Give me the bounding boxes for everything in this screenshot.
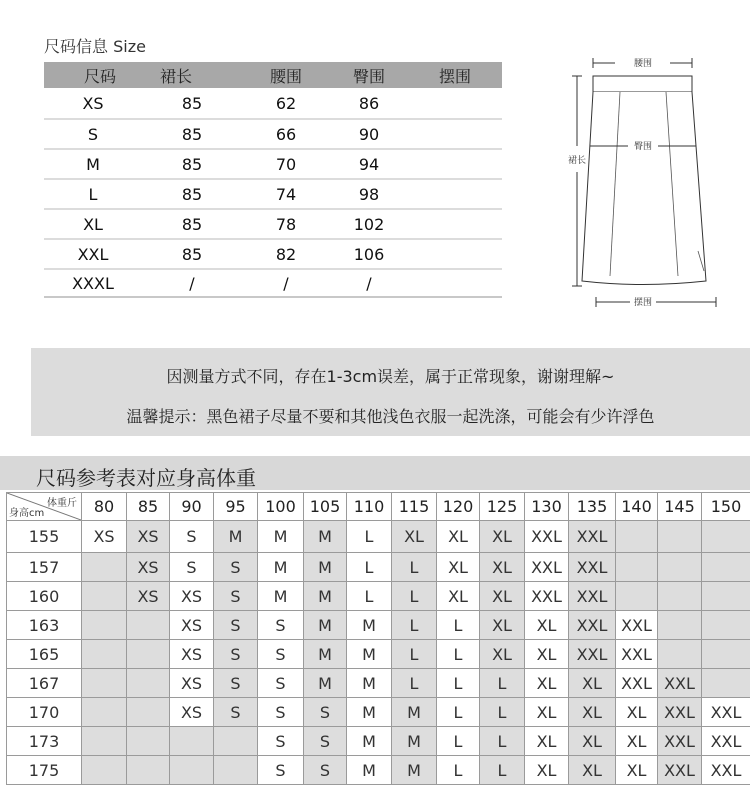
size-cell: XL [437, 521, 480, 553]
size-cell: M [392, 756, 437, 785]
hip-label: 臀围 [633, 142, 653, 152]
size-cell: L [392, 611, 437, 640]
size-cell: M [347, 640, 392, 669]
size-cell: M [392, 698, 437, 727]
size-cell: XL [480, 521, 525, 553]
header-size: 尺码 [84, 66, 117, 86]
header-length: 裙长 [160, 66, 193, 86]
weight-header: 150 [702, 493, 750, 521]
size-cell [82, 756, 127, 785]
reference-row [7, 553, 750, 582]
header-hip: 臀围 [352, 66, 385, 86]
skirt-outline-icon [560, 46, 740, 326]
size-cell: XL [437, 582, 480, 611]
size-cell: L [437, 727, 480, 756]
size-cell: M [258, 521, 304, 553]
size-cell: S [170, 553, 214, 582]
size-cell: L [347, 553, 392, 582]
size-cell: M [258, 582, 304, 611]
size-cell: XXL [569, 611, 616, 640]
size-cell: XL [525, 756, 569, 785]
size-cell [658, 611, 702, 640]
size-table-row [44, 208, 502, 238]
size-table-cell: 85 [181, 154, 203, 174]
weight-header: 105 [304, 493, 347, 521]
height-cell: 155 [7, 521, 82, 553]
weight-header: 95 [214, 493, 258, 521]
corner-weight-label: 体重斤 [47, 498, 77, 509]
size-cell: XXL [569, 553, 616, 582]
size-cell: XXL [616, 640, 658, 669]
size-table-row [44, 148, 502, 178]
size-cell [702, 582, 750, 611]
size-cell: XXL [569, 521, 616, 553]
size-cell: M [304, 669, 347, 698]
size-table-cell: 86 [358, 93, 380, 113]
size-cell [127, 698, 170, 727]
size-table-cell: 94 [358, 154, 380, 174]
height-cell: 163 [7, 611, 82, 640]
size-cell [82, 582, 127, 611]
size-table [44, 62, 502, 298]
size-table-row [44, 178, 502, 208]
size-cell: S [214, 553, 258, 582]
size-cell: XXL [702, 756, 750, 785]
size-cell: L [480, 698, 525, 727]
size-cell: S [258, 698, 304, 727]
size-cell [170, 727, 214, 756]
weight-header: 85 [127, 493, 170, 521]
height-cell: 170 [7, 698, 82, 727]
weight-header: 120 [437, 493, 480, 521]
size-cell: S [258, 640, 304, 669]
size-table-cell: XXL [77, 244, 109, 264]
reference-row [7, 521, 750, 553]
size-cell: M [304, 611, 347, 640]
size-table-row [44, 238, 502, 268]
weight-header: 100 [258, 493, 304, 521]
height-cell: 165 [7, 640, 82, 669]
size-table-cell: XS [82, 93, 104, 113]
size-cell: M [392, 727, 437, 756]
size-cell [702, 611, 750, 640]
header-waist: 腰围 [269, 66, 302, 86]
size-cell [82, 727, 127, 756]
size-cell: M [347, 611, 392, 640]
size-cell: XS [127, 582, 170, 611]
size-cell: XXL [658, 669, 702, 698]
size-cell: L [480, 727, 525, 756]
size-cell: XS [170, 582, 214, 611]
size-cell: L [392, 553, 437, 582]
weight-header: 145 [658, 493, 702, 521]
size-cell: XXL [616, 611, 658, 640]
size-table-cell: 106 [353, 244, 385, 264]
size-cell: XS [127, 521, 170, 553]
size-cell [702, 553, 750, 582]
size-cell: L [347, 582, 392, 611]
size-cell: XS [82, 521, 127, 553]
weight-header: 90 [170, 493, 214, 521]
size-cell: L [392, 669, 437, 698]
size-cell: S [258, 611, 304, 640]
size-cell: XXL [525, 582, 569, 611]
size-cell: XXL [702, 698, 750, 727]
size-cell: XL [392, 521, 437, 553]
size-cell: L [437, 640, 480, 669]
size-cell: XL [525, 640, 569, 669]
size-cell [702, 669, 750, 698]
size-cell: S [214, 582, 258, 611]
size-cell: S [258, 756, 304, 785]
size-table-header [44, 62, 502, 88]
notice-line-2: 温馨提示：黑色裙子尽量不要和其他浅色衣服一起洗涤，可能会有少许浮色 [126, 407, 655, 426]
size-cell: XXL [569, 582, 616, 611]
size-cell [82, 611, 127, 640]
weight-header: 125 [480, 493, 525, 521]
height-cell: 157 [7, 553, 82, 582]
size-cell: S [258, 727, 304, 756]
size-cell: XXL [658, 756, 702, 785]
notice-line-1: 因测量方式不同，存在1-3cm误差，属于正常现象，谢谢理解~ [166, 367, 615, 386]
size-cell: XL [616, 756, 658, 785]
size-table-cell: 90 [358, 124, 380, 144]
size-cell: L [480, 669, 525, 698]
size-cell [616, 553, 658, 582]
size-cell [214, 727, 258, 756]
size-cell: XL [525, 669, 569, 698]
size-table-cell: 85 [181, 214, 203, 234]
size-cell: S [258, 669, 304, 698]
size-table-cell: 78 [275, 214, 297, 234]
size-cell: XL [480, 582, 525, 611]
size-table-row [44, 118, 502, 148]
size-table-cell: XL [83, 214, 103, 234]
size-table-cell: / [366, 273, 372, 293]
reference-row [7, 669, 750, 698]
weight-header: 80 [82, 493, 127, 521]
size-cell: M [304, 521, 347, 553]
size-cell: XL [525, 698, 569, 727]
size-cell [658, 521, 702, 553]
size-cell: XXL [616, 669, 658, 698]
size-cell: XS [170, 611, 214, 640]
size-cell: M [258, 553, 304, 582]
height-cell: 173 [7, 727, 82, 756]
reference-row [7, 756, 750, 785]
size-cell [82, 669, 127, 698]
corner-cell [7, 493, 82, 521]
size-table-cell: 66 [275, 124, 297, 144]
size-cell: M [214, 521, 258, 553]
size-cell [82, 553, 127, 582]
size-table-cell: 74 [275, 184, 297, 204]
size-cell [658, 553, 702, 582]
size-cell: M [304, 582, 347, 611]
size-cell: XXL [658, 727, 702, 756]
size-table-cell: 82 [275, 244, 297, 264]
size-cell [658, 582, 702, 611]
size-cell: L [437, 611, 480, 640]
size-table-cell: 85 [181, 244, 203, 264]
waist-label: 腰围 [633, 59, 653, 69]
size-cell: XS [170, 640, 214, 669]
size-cell [127, 640, 170, 669]
size-cell: M [347, 756, 392, 785]
size-cell: XL [616, 698, 658, 727]
weight-header: 135 [569, 493, 616, 521]
size-cell: XL [569, 756, 616, 785]
size-cell: XS [170, 698, 214, 727]
size-cell [616, 582, 658, 611]
size-cell: L [392, 582, 437, 611]
size-cell: S [214, 698, 258, 727]
size-table-cell: M [86, 154, 100, 174]
size-cell: XS [170, 669, 214, 698]
corner-height-label: 身高cm [9, 508, 45, 519]
size-cell: L [437, 756, 480, 785]
size-cell: S [214, 640, 258, 669]
reference-row [7, 698, 750, 727]
reference-table [6, 492, 750, 785]
size-cell: XL [569, 727, 616, 756]
skirt-diagram [560, 46, 740, 326]
size-cell [170, 756, 214, 785]
size-cell: S [170, 521, 214, 553]
reference-title: 尺码参考表对应身高体重 [36, 466, 256, 490]
size-table-cell: S [87, 124, 99, 144]
size-table-cell: 70 [275, 154, 297, 174]
size-cell [127, 756, 170, 785]
size-cell: XL [437, 553, 480, 582]
size-cell: XL [569, 669, 616, 698]
size-cell: XL [616, 727, 658, 756]
size-table-cell: XXXL [72, 273, 114, 293]
weight-header: 115 [392, 493, 437, 521]
size-cell: L [437, 669, 480, 698]
size-cell: S [304, 698, 347, 727]
reference-row [7, 582, 750, 611]
size-cell [702, 640, 750, 669]
reference-row [7, 727, 750, 756]
size-table-cell: 85 [181, 93, 203, 113]
size-cell: S [304, 756, 347, 785]
size-cell [82, 698, 127, 727]
size-cell [702, 521, 750, 553]
size-cell: L [437, 698, 480, 727]
size-table-cell: 102 [353, 214, 385, 234]
size-cell: XS [127, 553, 170, 582]
size-cell: M [304, 640, 347, 669]
size-cell: S [214, 611, 258, 640]
size-cell: XL [525, 611, 569, 640]
size-table-cell: 98 [358, 184, 380, 204]
size-cell: XL [480, 640, 525, 669]
weight-header: 130 [525, 493, 569, 521]
size-table-cell: 85 [181, 184, 203, 204]
size-cell [127, 669, 170, 698]
size-cell: XXL [702, 727, 750, 756]
size-cell: M [347, 698, 392, 727]
weight-header: 110 [347, 493, 392, 521]
size-cell [616, 521, 658, 553]
size-cell: L [392, 640, 437, 669]
height-cell: 175 [7, 756, 82, 785]
reference-title-band [0, 456, 750, 490]
size-cell: XXL [525, 521, 569, 553]
size-cell: S [214, 669, 258, 698]
size-cell: XXL [569, 640, 616, 669]
size-cell: XL [480, 611, 525, 640]
size-cell: XXL [525, 553, 569, 582]
size-cell: M [347, 669, 392, 698]
reference-row [7, 640, 750, 669]
size-cell: XL [480, 553, 525, 582]
size-cell [658, 640, 702, 669]
size-cell [82, 640, 127, 669]
size-table-row [44, 268, 502, 298]
height-cell: 160 [7, 582, 82, 611]
size-cell: M [304, 553, 347, 582]
size-cell [127, 611, 170, 640]
size-cell: XL [569, 698, 616, 727]
header-hem: 摆围 [438, 66, 471, 86]
length-label: 裙长 [567, 156, 587, 166]
size-info-title: 尺码信息 Size [44, 37, 146, 56]
height-cell: 167 [7, 669, 82, 698]
hem-label: 摆围 [633, 298, 653, 308]
size-table-cell: / [283, 273, 289, 293]
size-cell [127, 727, 170, 756]
size-table-cell: / [189, 273, 195, 293]
size-cell: L [347, 521, 392, 553]
size-table-row [44, 88, 502, 118]
weight-header: 140 [616, 493, 658, 521]
size-table-cell: 85 [181, 124, 203, 144]
reference-row [7, 611, 750, 640]
size-cell [214, 756, 258, 785]
size-cell: XXL [658, 698, 702, 727]
size-cell: L [480, 756, 525, 785]
size-cell: M [347, 727, 392, 756]
size-cell: S [304, 727, 347, 756]
size-table-cell: 62 [275, 93, 297, 113]
size-cell: XL [525, 727, 569, 756]
notice-box [31, 348, 750, 436]
size-table-cell: L [88, 184, 98, 204]
